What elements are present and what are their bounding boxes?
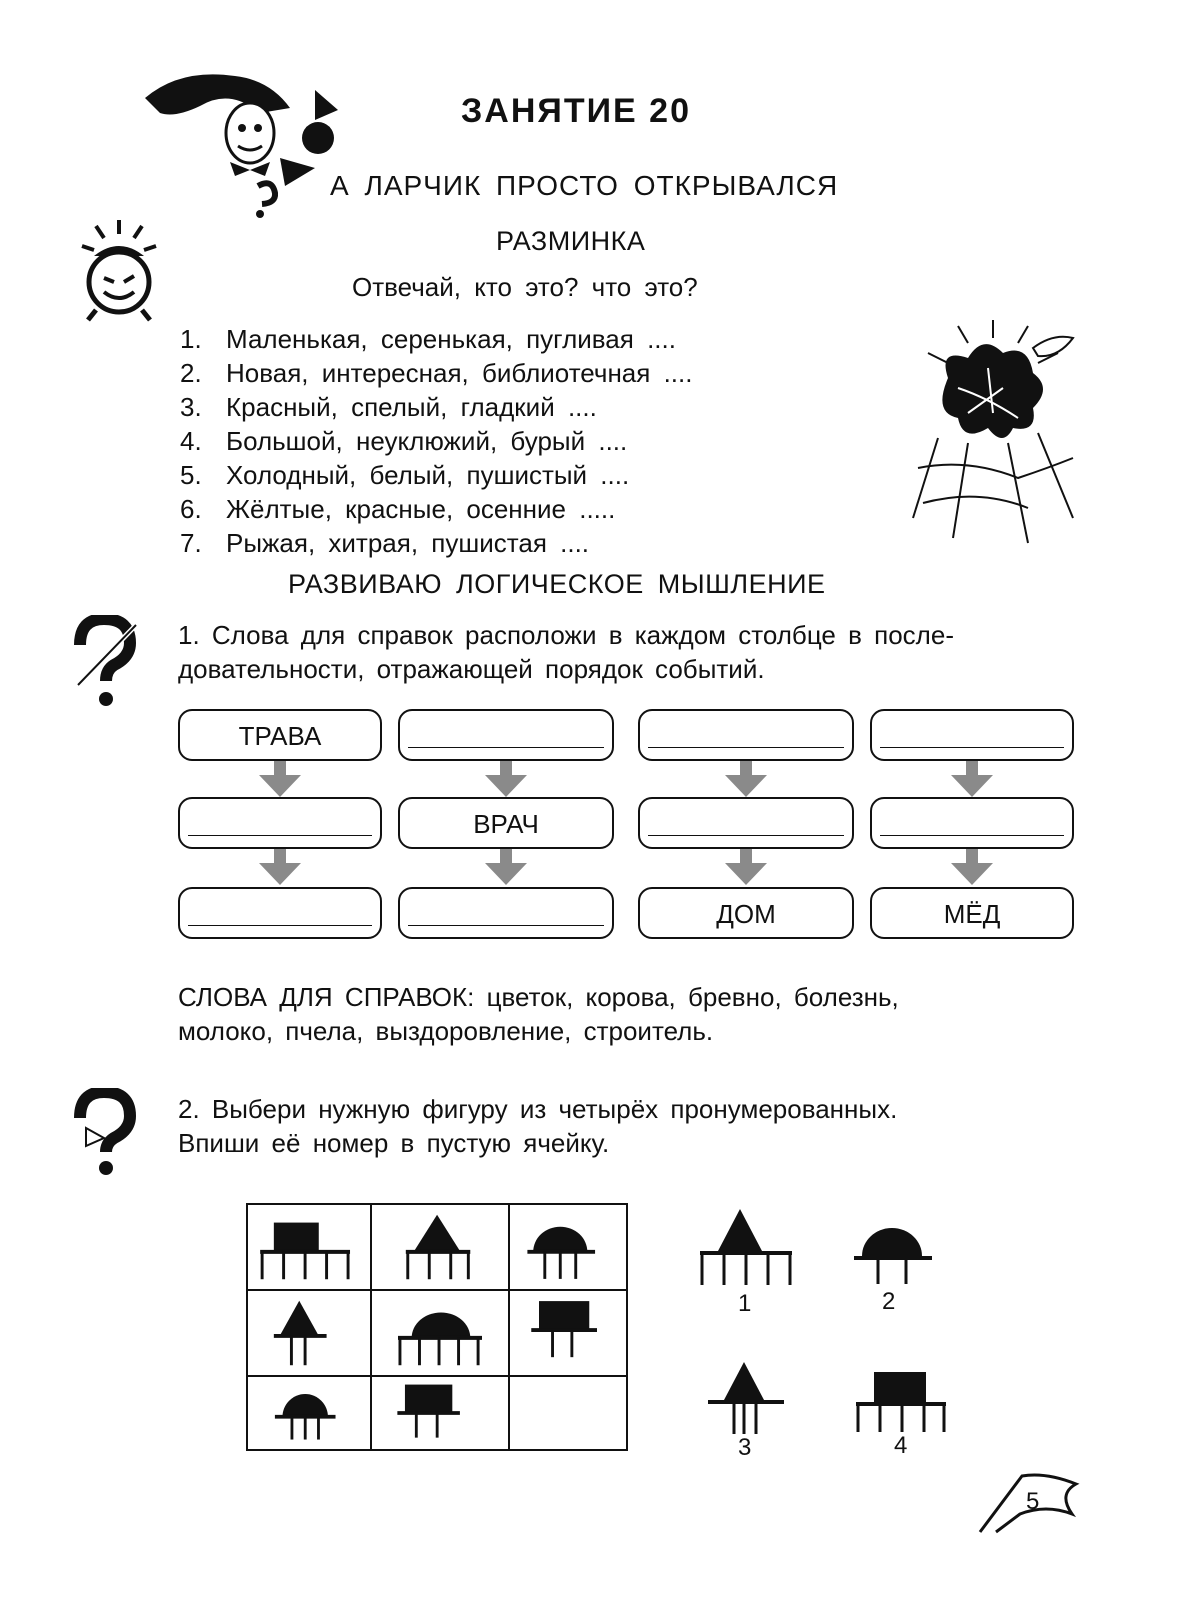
matrix-cell (248, 1377, 372, 1449)
lesson-title: ЗАНЯТИЕ 20 (461, 92, 691, 130)
list-item: 3. Красный, спелый, гладкий .... (180, 392, 597, 422)
option-figure-4[interactable] (854, 1370, 950, 1434)
down-arrow-icon (483, 849, 529, 885)
reference-words: СЛОВА ДЛЯ СПРАВОК: цветок, корова, бревно, болезнь, молоко, пчела, выздоровление, строитель. (178, 982, 899, 1046)
option-figure-3[interactable] (704, 1358, 790, 1438)
sequence-box-filled: ДОМ (638, 887, 854, 939)
down-arrow-icon (949, 849, 995, 885)
page-number: 5 (1026, 1488, 1040, 1515)
list-item: 7. Рыжая, хитрая, пушистая .... (180, 528, 590, 558)
list-item: 4. Большой, неуклюжий, бурый .... (180, 426, 628, 456)
down-arrow-icon (483, 761, 529, 797)
down-arrow-icon (723, 849, 769, 885)
question-shapes-icon (72, 1088, 142, 1178)
list-item: 5. Холодный, белый, пушистый .... (180, 460, 630, 490)
boy-with-hat-illustration (140, 58, 340, 218)
sequence-box-empty[interactable] (398, 709, 614, 761)
down-arrow-icon (257, 849, 303, 885)
figure-matrix (246, 1203, 628, 1451)
option-label-4: 4 (894, 1432, 908, 1459)
sequence-box-empty[interactable] (178, 797, 382, 849)
matrix-cell (372, 1377, 510, 1449)
warmup-heading: РАЗМИНКА (496, 226, 646, 256)
lesson-subtitle: А ЛАРЧИК ПРОСТО ОТКРЫВАЛСЯ (330, 170, 839, 201)
option-figure-1[interactable] (694, 1205, 804, 1291)
sequence-box-empty[interactable] (870, 797, 1074, 849)
sequence-box-empty[interactable] (178, 887, 382, 939)
sequence-box-filled: ВРАЧ (398, 797, 614, 849)
logic-heading: РАЗВИВАЮ ЛОГИЧЕСКОЕ МЫШЛЕНИЕ (288, 569, 826, 599)
matrix-cell (372, 1205, 510, 1291)
alarm-clock-icon (74, 218, 164, 323)
warmup-instruction: Отвечай, кто это? что это? (352, 272, 698, 302)
list-item: 2. Новая, интересная, библиотечная .... (180, 358, 693, 388)
down-arrow-icon (257, 761, 303, 797)
task1-text: 1. Слова для справок расположи в каждом столбце в после- довательности, отражающей порядок событий. (178, 620, 954, 684)
warmup-list (180, 322, 692, 560)
down-arrow-icon (949, 761, 995, 797)
question-pen-icon (72, 615, 142, 710)
sequence-box-filled: ТРАВА (178, 709, 382, 761)
matrix-cell (248, 1205, 372, 1291)
empty-answer-cell[interactable] (510, 1377, 626, 1449)
matrix-cell (372, 1291, 510, 1377)
sequence-box-empty[interactable] (870, 709, 1074, 761)
autumn-leaf-illustration (908, 318, 1078, 548)
sequence-box-empty[interactable] (398, 887, 614, 939)
sequence-box-filled: МЁД (870, 887, 1074, 939)
option-label-3: 3 (738, 1434, 752, 1461)
down-arrow-icon (723, 761, 769, 797)
sequence-box-empty[interactable] (638, 709, 854, 761)
task2-text: 2. Выбери нужную фигуру из четырёх пронумерованных. Впиши её номер в пустую ячейку. (178, 1094, 898, 1158)
matrix-cell (510, 1205, 626, 1291)
option-label-1: 1 (738, 1290, 752, 1317)
list-item: 6. Жёлтые, красные, осенние ..... (180, 494, 616, 524)
matrix-cell (248, 1291, 372, 1377)
list-item: 1. Маленькая, серенькая, пугливая .... (180, 324, 676, 354)
matrix-cell (510, 1291, 626, 1377)
sequence-box-empty[interactable] (638, 797, 854, 849)
option-figure-2[interactable] (848, 1222, 938, 1288)
option-label-2: 2 (882, 1288, 896, 1315)
